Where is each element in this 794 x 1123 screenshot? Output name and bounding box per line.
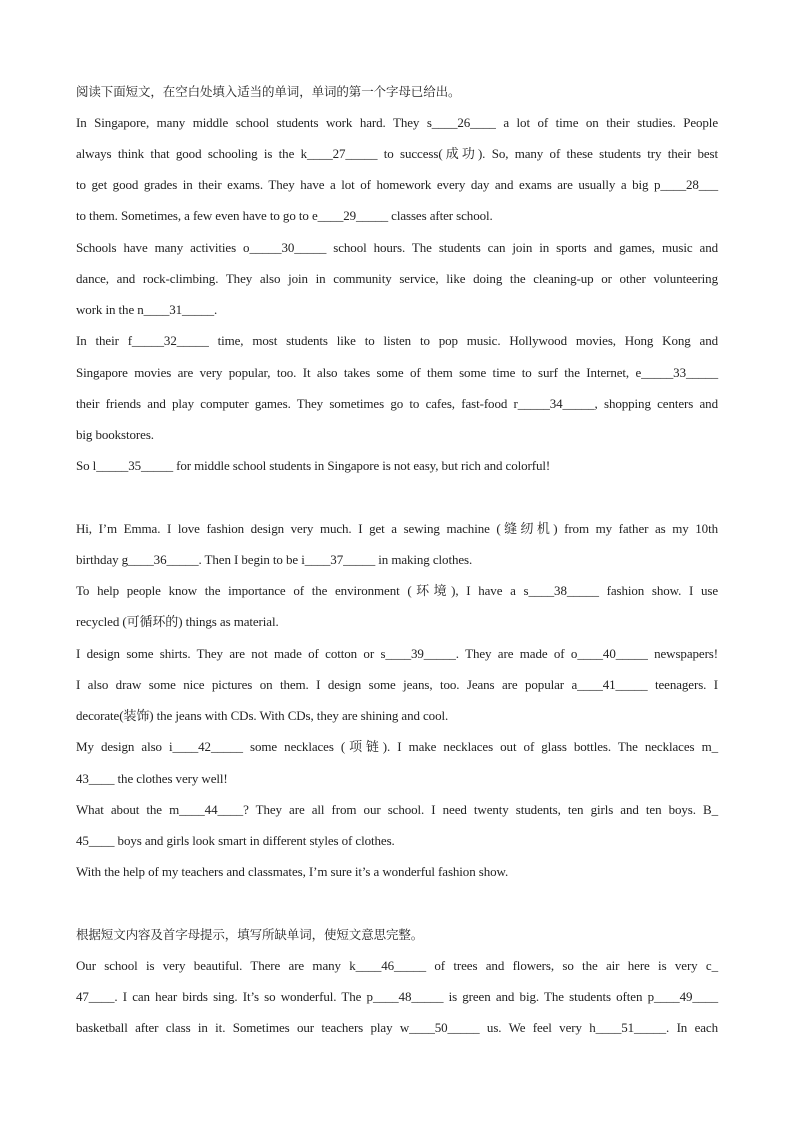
- paragraph-line: 47____. I can hear birds sing. It’s so wonderful. The p____48_____ is green and big. The students often p____49____: [76, 989, 718, 1004]
- paragraph-line: decorate(装饰) the jeans with CDs. With CDs, they are shining and cool.: [76, 708, 449, 723]
- paragraph-line: In their f_____32_____ time, most students like to listen to pop music. Hollywood movies, Hong Kong and: [76, 333, 718, 348]
- paragraph-line: big bookstores.: [76, 427, 154, 442]
- section1-instruction: 阅读下面短文，在空白处填入适当的单词，单词的第一个字母已给出。: [76, 84, 461, 99]
- paragraph-line: 43____ the clothes very well!: [76, 771, 228, 786]
- paragraph-line: My design also i____42_____ some necklaces (项链). I make necklaces out of glass bottles. The necklaces m_: [76, 739, 718, 754]
- paragraph-line: I design some shirts. They are not made of cotton or s____39_____. They are made of o____40_____ newspapers!: [76, 646, 718, 661]
- paragraph-line: their friends and play computer games. They sometimes go to cafes, fast-food r_____34_____, shopping centers and: [76, 396, 718, 411]
- paragraph-line: With the help of my teachers and classmates, I’m sure it’s a wonderful fashion show.: [76, 864, 509, 879]
- paragraph-line: work in the n____31_____.: [76, 302, 218, 317]
- paragraph-line: always think that good schooling is the k____27_____ to success(成功). So, many of these students try their best: [76, 146, 718, 161]
- paragraph-line: In Singapore, many middle school students work hard. They s____26____ a lot of time on their studies. People: [76, 115, 718, 130]
- paragraph-line: What about the m____44____? They are all from our school. I need twenty students, ten girls and ten boys. B_: [76, 802, 718, 817]
- section3-instruction: 根据短文内容及首字母提示，填写所缺单词，使短文意思完整。: [76, 927, 424, 942]
- paragraph-line: basketball after class in it. Sometimes our teachers play w____50_____ us. We feel very h____51_____. In each: [76, 1020, 718, 1035]
- paragraph-line: Our school is very beautiful. There are many k____46_____ of trees and flowers, so the air here is very c_: [76, 958, 718, 973]
- paragraph-line: recycled (可循环的) things as material.: [76, 614, 279, 629]
- paragraph-line: to get good grades in their exams. They have a lot of homework every day and exams are usually a big p____28___: [76, 177, 718, 192]
- paragraph-line: To help people know the importance of the environment (环境), I have a s____38_____ fashion show. I use: [76, 583, 718, 598]
- paragraph-line: 45____ boys and girls look smart in different styles of clothes.: [76, 833, 395, 848]
- paragraph-line: So l_____35_____ for middle school students in Singapore is not easy, but rich and colorful!: [76, 458, 551, 473]
- paragraph-line: to them. Sometimes, a few even have to go to e____29_____ classes after school.: [76, 208, 493, 223]
- paragraph-line: dance, and rock-climbing. They also join in community service, like doing the cleaning-up or other volunteering: [76, 271, 718, 286]
- paragraph-line: birthday g____36_____. Then I begin to be i____37_____ in making clothes.: [76, 552, 473, 567]
- paragraph-line: Schools have many activities o_____30_____ school hours. The students can join in sports and games, music and: [76, 240, 718, 255]
- paragraph-line: I also draw some nice pictures on them. I design some jeans, too. Jeans are popular a____41_____ teenagers. I: [76, 677, 718, 692]
- paragraph-line: Hi, I’m Emma. I love fashion design very much. I get a sewing machine (缝纫机) from my father as my 10th: [76, 521, 718, 536]
- paragraph-line: Singapore movies are very popular, too. It also takes some of them some time to surf the Internet, e_____33_____: [76, 365, 718, 380]
